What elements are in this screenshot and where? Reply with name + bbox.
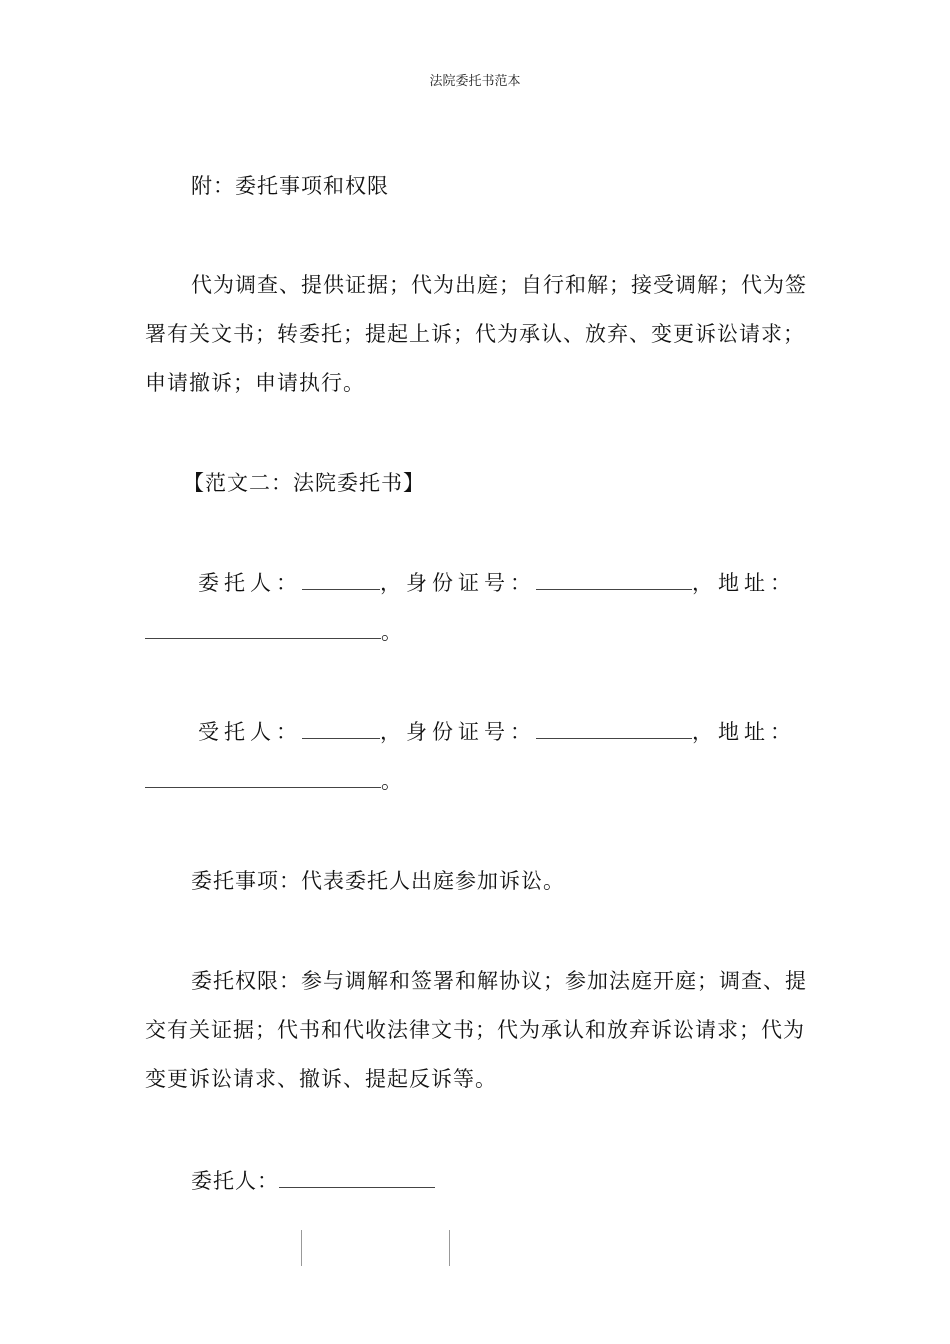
principal-end: 。	[381, 620, 407, 644]
principal-label: 委托人：	[198, 571, 302, 595]
agent-id-blank[interactable]	[536, 716, 692, 739]
authority-paragraph: 委托权限：参与调解和签署和解协议；参加法庭开庭；调查、提交有关证据；代书和代收法律文书；代为承认和放弃诉讼请求；代为变更诉讼请求、撤诉、提起反诉等。	[145, 969, 807, 1091]
agent-label: 受托人：	[198, 720, 302, 744]
signature-label: 委托人：	[191, 1169, 279, 1193]
principal-address-blank[interactable]	[145, 616, 381, 639]
agent-address-label: ，地址：	[692, 720, 796, 744]
agent-address-line	[145, 757, 807, 806]
sample-title: 【范文二：法院委托书】	[183, 471, 425, 495]
principal-name-blank[interactable]	[302, 567, 380, 590]
agent-line	[198, 708, 808, 757]
principal-id-blank[interactable]	[536, 567, 692, 590]
principal-line	[198, 559, 808, 608]
principal-address-label: ，地址：	[692, 571, 796, 595]
signature-line	[191, 1157, 491, 1206]
attachment-heading: 附：委托事项和权限	[191, 174, 389, 198]
page-header: 法院委托书范本	[429, 74, 521, 89]
matters-paragraph: 委托事项：代表委托人出庭参加诉讼。	[191, 869, 565, 893]
agent-name-blank[interactable]	[302, 716, 380, 739]
principal-id-label: ，身份证号：	[380, 571, 536, 595]
principal-address-line	[145, 608, 807, 657]
attachment-body: 代为调查、提供证据；代为出庭；自行和解；接受调解；代为签署有关文书；转委托；提起上诉；代为承认、放弃、变更诉讼请求；申请撤诉；申请执行。	[145, 273, 807, 395]
signature-blank[interactable]	[279, 1165, 435, 1188]
agent-address-blank[interactable]	[145, 765, 381, 788]
agent-id-label: ，身份证号：	[380, 720, 536, 744]
signature-table-edge	[301, 1230, 450, 1266]
agent-end: 。	[381, 769, 407, 793]
